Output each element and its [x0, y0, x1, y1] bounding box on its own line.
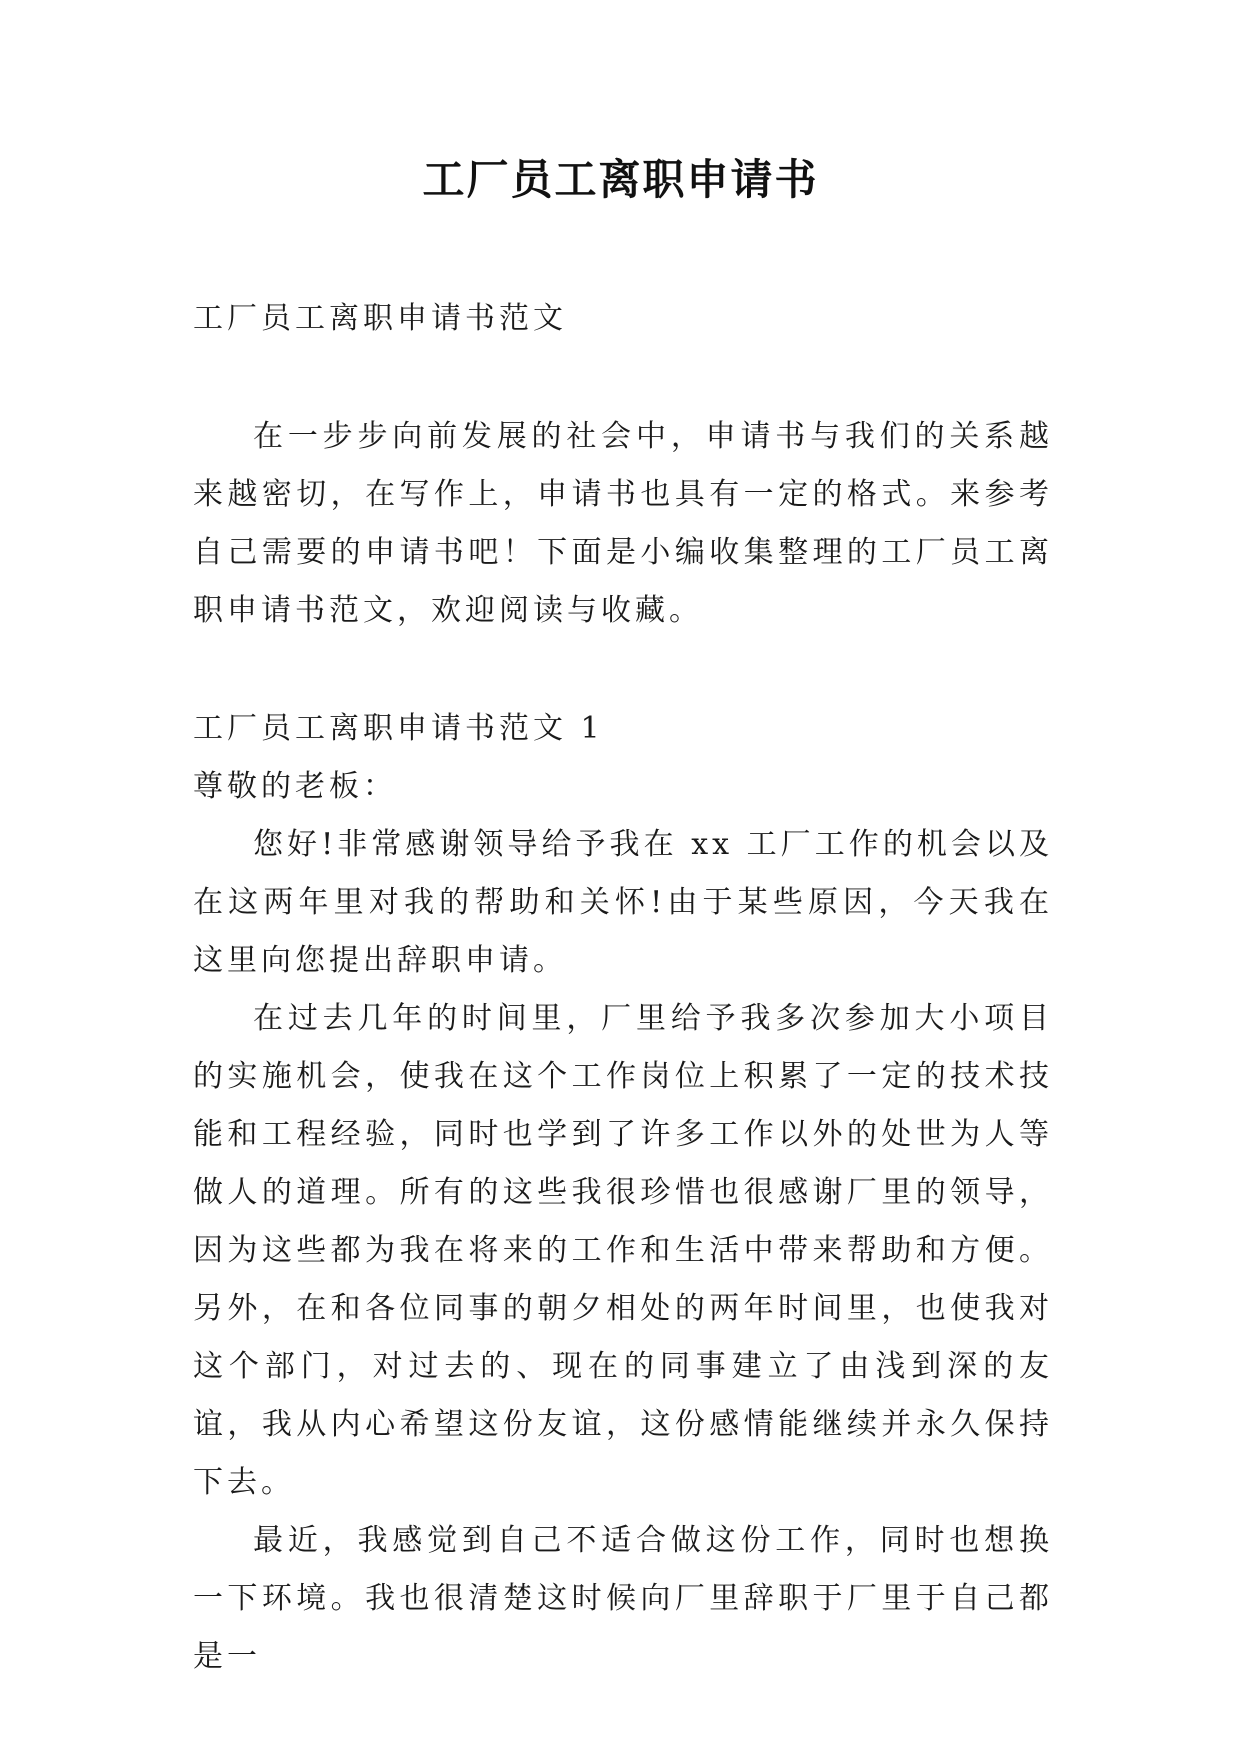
document-subtitle: 工厂员工离职申请书范文: [193, 301, 567, 336]
salutation: 尊敬的老板：: [193, 769, 397, 804]
body-paragraph: 您好!非常感谢领导给予我在 xx 工厂工作的机会以及在这两年里对我的帮助和关怀!由于某些原因，今天我在这里向您提出辞职申请。: [193, 827, 1053, 978]
body-paragraph: 在过去几年的时间里，厂里给予我多次参加大小项目的实施机会，使我在这个工作岗位上积累了一定的技术技能和工程经验，同时也学到了许多工作以外的处世为人等做人的道理。所有的这些我很珍惜也很感谢厂里的领导，因为这些都为我在将来的工作和生活中带来帮助和方便。另外，在和各位同事的朝夕相处的两年时间里，也使我对这个部门，对过去的、现在的同事建立了由浅到深的友谊，我从内心希望这份友谊，这份感情能继续并永久保持下去。: [193, 1001, 1053, 1500]
intro-paragraph: 在一步步向前发展的社会中，申请书与我们的关系越来越密切，在写作上，申请书也具有一定的格式。来参考自己需要的申请书吧！下面是小编收集整理的工厂员工离职申请书范文，欢迎阅读与收藏。: [193, 419, 1053, 628]
body-paragraph: 最近，我感觉到自己不适合做这份工作，同时也想换一下环境。我也很清楚这时候向厂里辞职于厂里于自己都是一: [193, 1523, 1053, 1674]
section-heading: 工厂员工离职申请书范文 1: [193, 711, 604, 746]
document-body: [193, 290, 1053, 1686]
document-title: 工厂员工离职申请书: [422, 155, 819, 204]
